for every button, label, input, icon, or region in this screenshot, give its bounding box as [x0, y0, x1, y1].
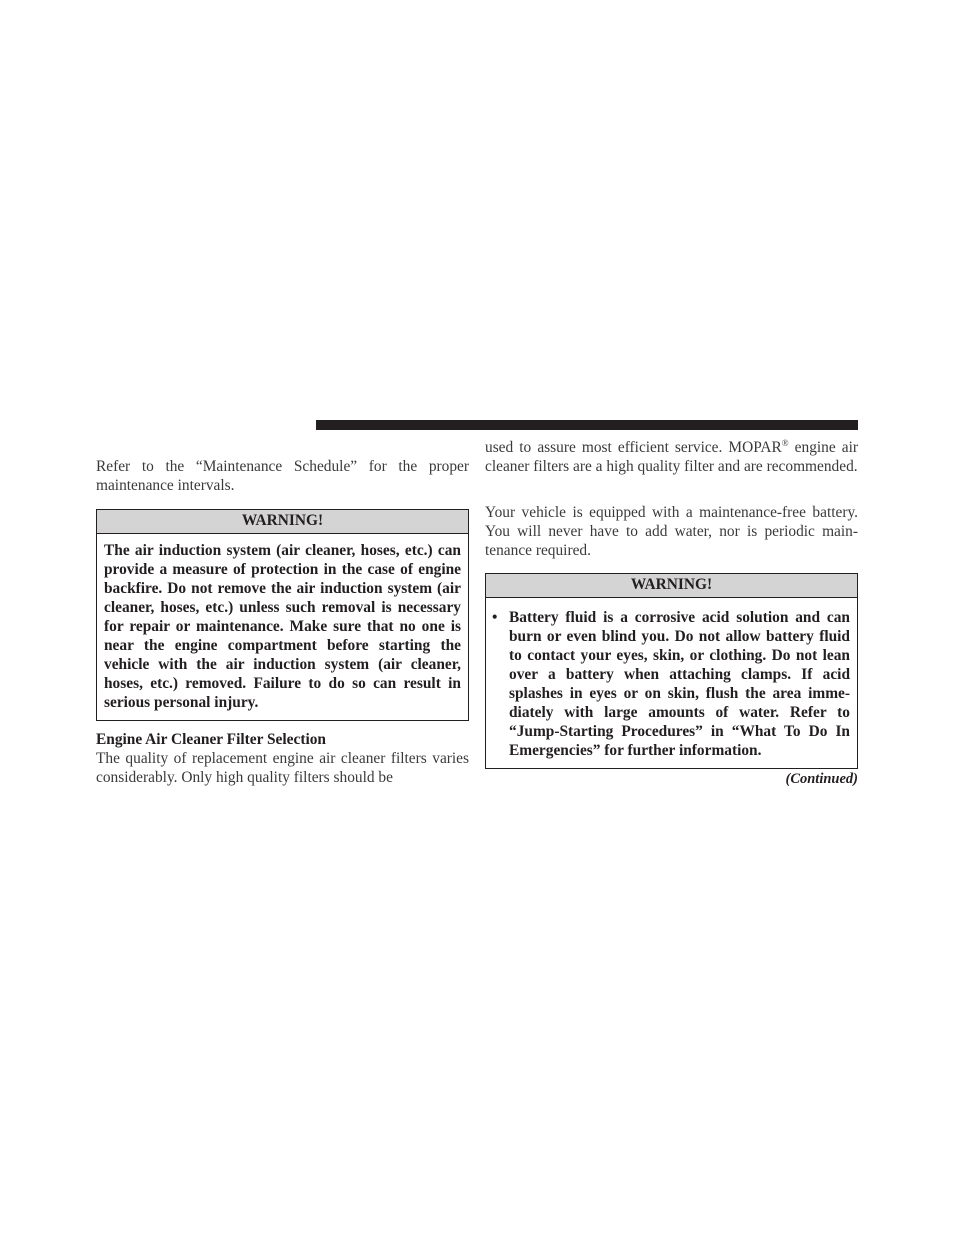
intro-paragraph: Refer to the “Maintenance Schedule” for the proper maintenance intervals. — [96, 458, 469, 494]
warning-bullet-item — [492, 608, 850, 760]
continued-paragraph-b: engine air cleaner filters are a high quality filter and are recommended. — [485, 439, 859, 475]
continued-label: (Continued) — [785, 771, 858, 787]
battery-warning-box — [485, 573, 858, 769]
registered-mark: ® — [781, 437, 789, 448]
right-column — [485, 438, 858, 789]
warning-title: WARNING! — [97, 510, 468, 534]
section-paragraph: The quality of replacement engine air cleaner filters varies considerably. Only high quality filters should be — [96, 750, 469, 786]
continued-paragraph — [485, 438, 858, 476]
continued-paragraph-a: used to assure most efficient service. MOPAR — [485, 439, 782, 456]
section-heading: Engine Air Cleaner Filter Selection — [96, 731, 326, 748]
warning-bullet-text: Battery fluid is a corrosive acid solution and can burn or even blind you. Do not allow battery fluid to contact your eyes, skin, or clothing. Do not lean over a battery when attaching clamps. If acid splashes in eyes or on skin, flush the area immediately with large amounts of water. Refer to “Jump-Starting Procedures” in “What To Do In Emergencies” for further information. — [509, 609, 850, 759]
battery-paragraph: Your vehicle is equipped with a maintenance-free battery. You will never have to add water, nor is periodic maintenance required. — [485, 504, 858, 559]
warning-body: The air induction system (air cleaner, hoses, etc.) can provide a measure of protection in the case of engine backfire. Do not remove the air induction system (air cleaner, hoses, etc.) unless such removal is necessary for repair or maintenance. Make sure that no one is near the engine compartment before starting the vehicle with the air induction system (air cleaner, hoses, etc.) removed. Failure to do so can result in serious personal injury. — [104, 542, 461, 711]
left-column — [96, 457, 469, 787]
header-rule — [316, 420, 858, 430]
bullet-icon: • — [492, 609, 498, 626]
warning-body — [486, 598, 857, 768]
warning-title: WARNING! — [486, 574, 857, 598]
air-induction-warning-box — [96, 509, 469, 721]
